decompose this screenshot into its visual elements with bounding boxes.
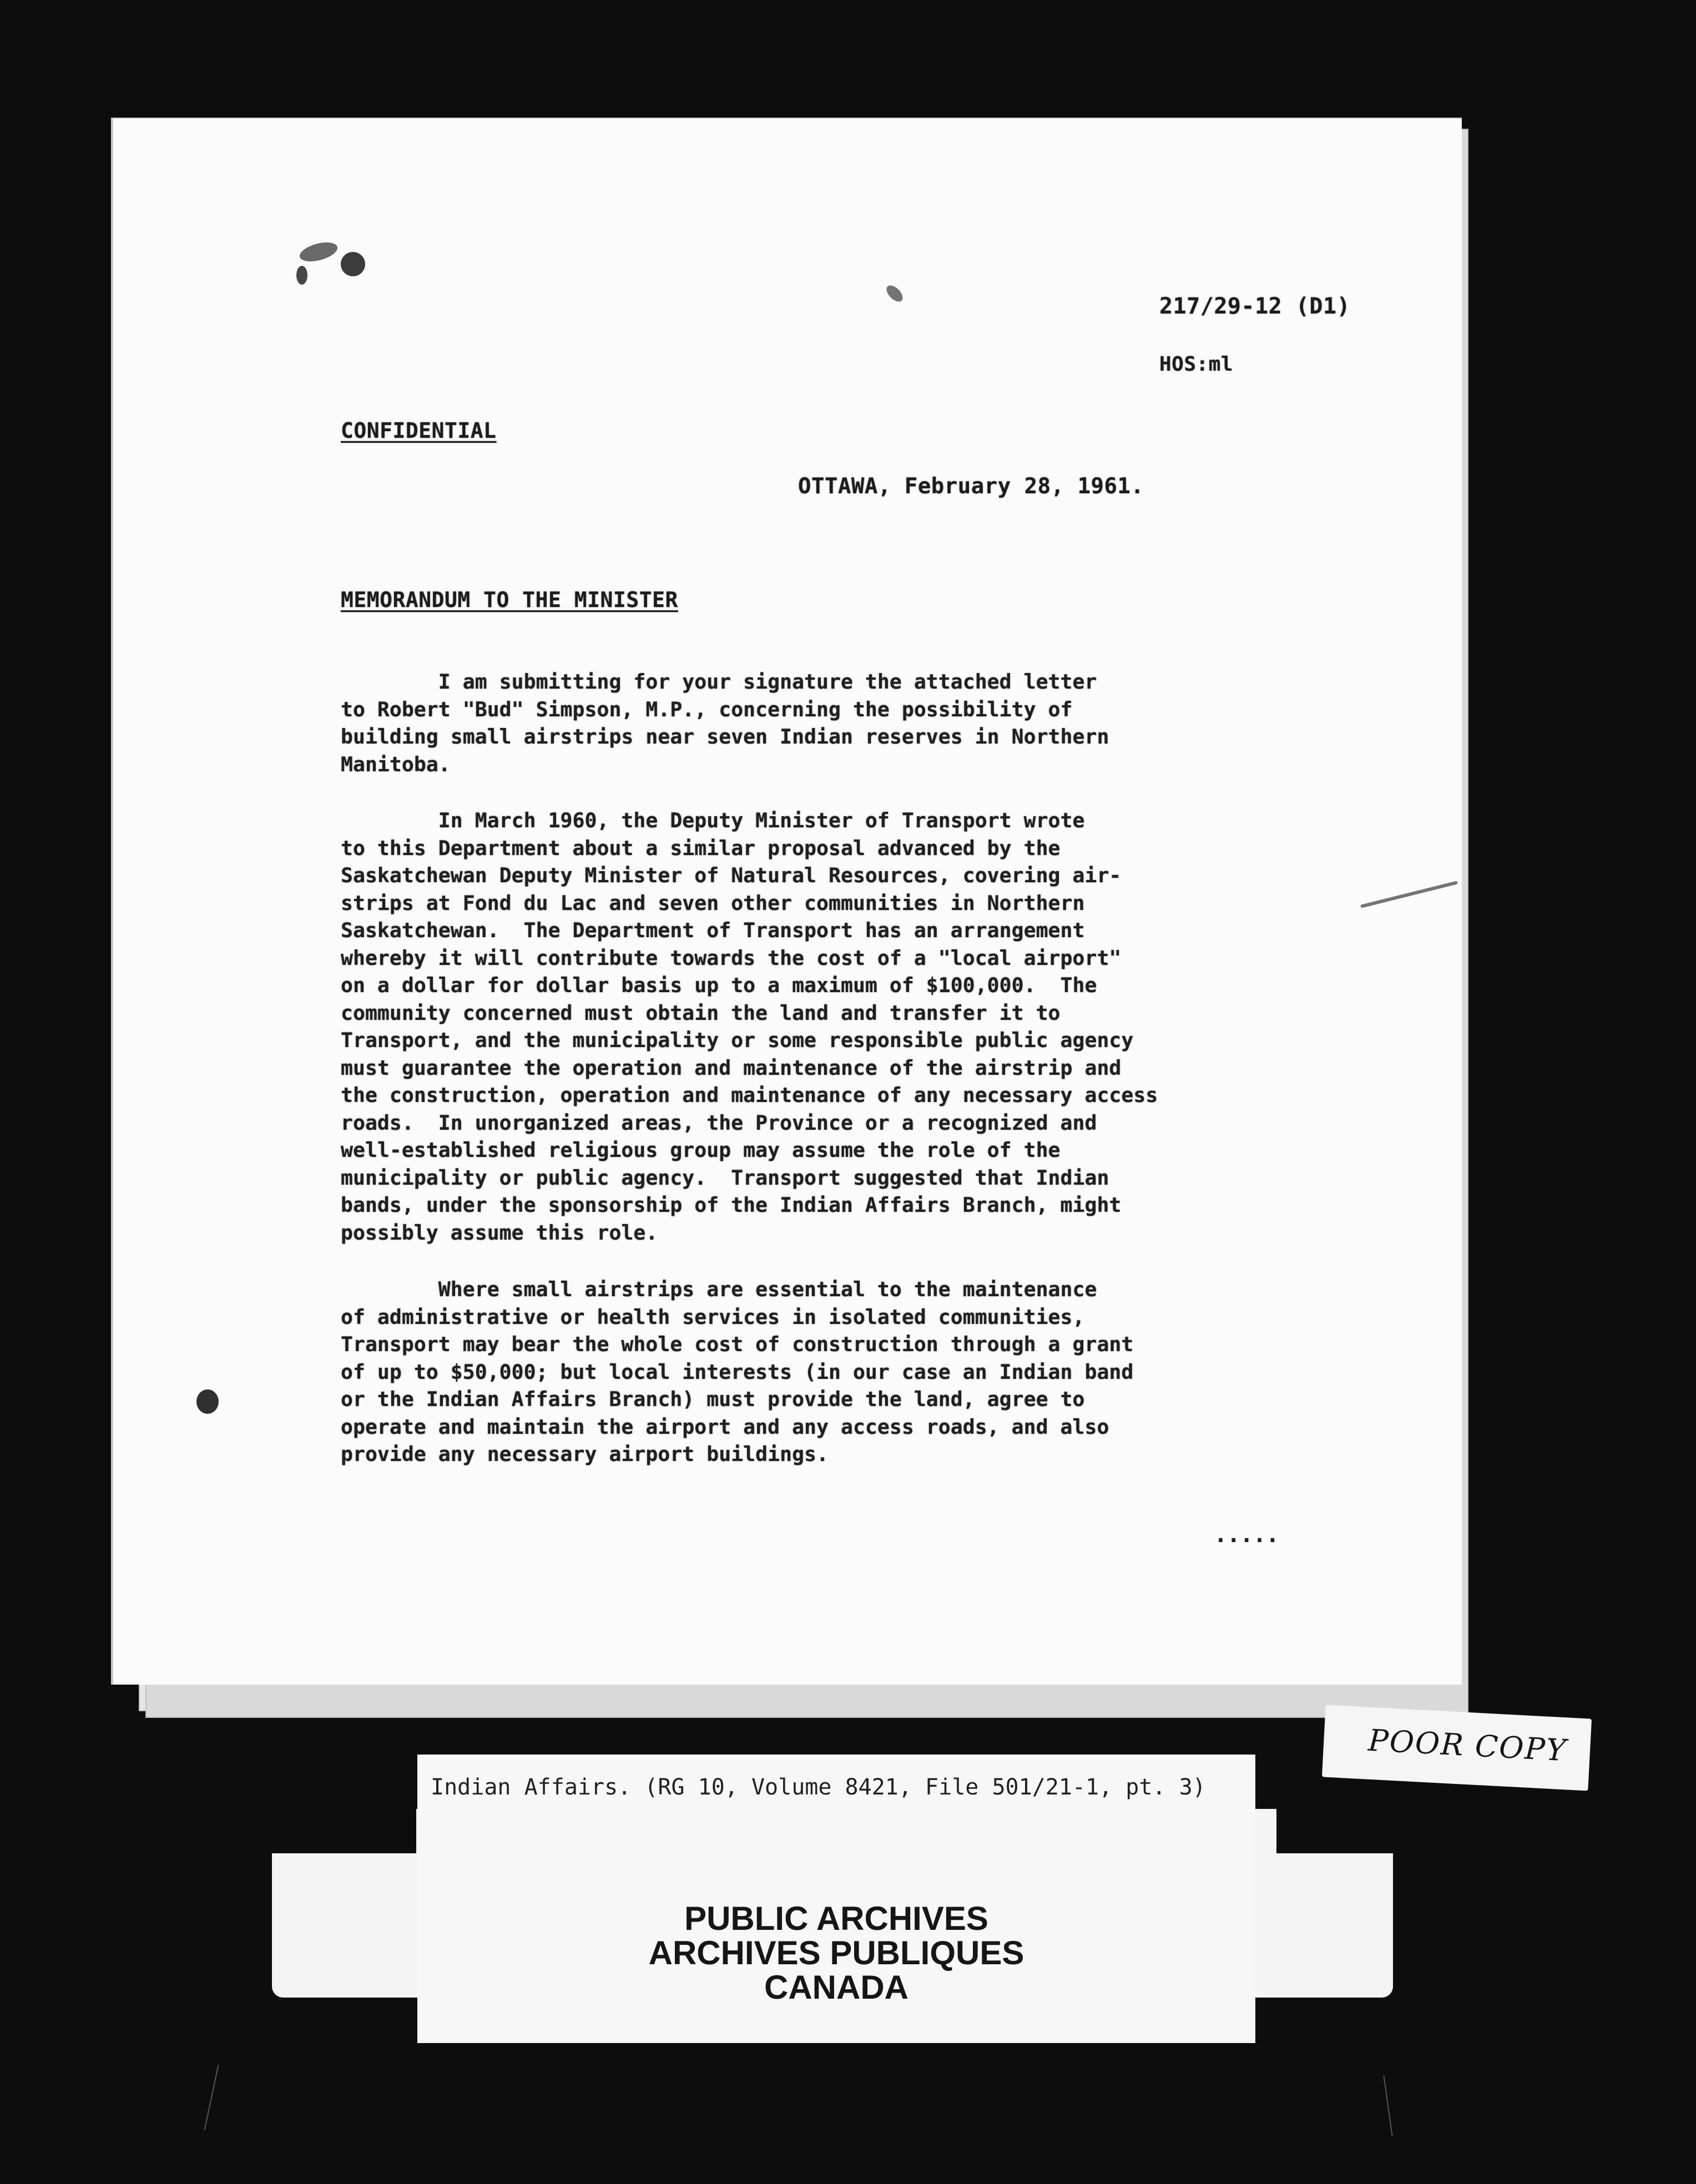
body-paragraph: Where small airstrips are essential to the maintenance of administrative or health services in isolated communities, Transport may bear the whole cost of construction through a grant of up to $50,000; but local interests (in our case an Indian band or the Indian Affairs Branch) must provide the land, agree to operate and maintain the airport and any access roads, and also provide any necessary airport buildings.: [341, 1277, 1134, 1466]
film-scratch: [204, 2065, 219, 2130]
card-notch: [1276, 1809, 1393, 1853]
film-scratch: [1383, 2075, 1392, 2136]
ink-smudge: [297, 239, 339, 265]
ink-smudge: [196, 1389, 219, 1414]
ink-smudge: [884, 282, 906, 305]
archive-label: [417, 1755, 1255, 2043]
note-text: POOR COPY: [1367, 1722, 1568, 1768]
body-paragraph: I am submitting for your signature the attached letter to Robert "Bud" Simpson, M.P., concerning the possibility of building small airstrips near seven Indian reserves in Northern Manitoba.: [341, 670, 1109, 776]
typist-initials: HOS:ml: [1159, 353, 1234, 376]
body-paragraph: In March 1960, the Deputy Minister of Transport wrote to this Department about a similar proposal advanced by the Saskatchewan Deputy Minister of Natural Resources, covering air- strips at Fond du Lac and seven other communities in Northern Saskatchewan. The Department of Transport has an arrangement whereby it will contribute towards the cost of a "local airport" on a dollar for dollar basis up to a maximum of $100,000. The community concerned must obtain the land and transfer it to Transport, and the municipality or some responsible public agency must guarantee the operation and maintenance of the airstrip and the construction, operation and maintenance of any necessary access roads. In unorganized areas, the Province or a recognized and well-established religious group may assume the role of the municipality or public agency. Transport suggested that Indian bands, under the sponsorship of the Indian Affairs Branch, might possibly assume this role.: [341, 808, 1158, 1245]
archive-title-line: ARCHIVES PUBLIQUES: [648, 1934, 1024, 1971]
handwritten-note: [1322, 1705, 1592, 1791]
classification-label: CONFIDENTIAL: [341, 418, 497, 443]
archive-title-line: PUBLIC ARCHIVES: [684, 1900, 988, 1937]
continuation-mark: .....: [1214, 1523, 1279, 1547]
archive-title-line: CANADA: [764, 1969, 908, 2006]
memorandum-page: [111, 118, 1462, 1685]
file-reference: 217/29-12 (D1): [1159, 294, 1351, 319]
ink-smudge: [296, 266, 307, 285]
place-date-line: OTTAWA, February 28, 1961.: [798, 474, 1144, 499]
ink-smudge: [336, 247, 370, 281]
memo-heading: MEMORANDUM TO THE MINISTER: [341, 588, 678, 612]
card-notch: [272, 1809, 416, 1853]
archive-reference: Indian Affairs. (RG 10, Volume 8421, File 501/21-1, pt. 3): [431, 1775, 1206, 1800]
